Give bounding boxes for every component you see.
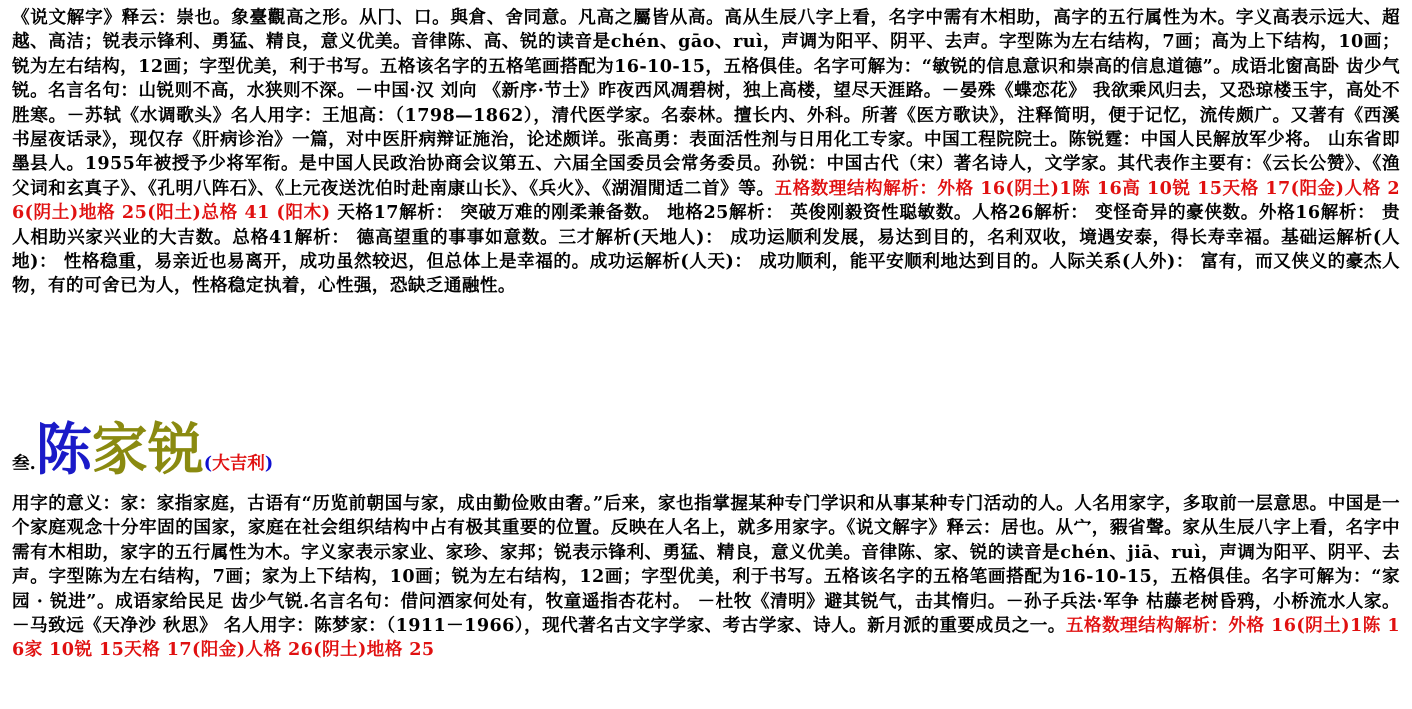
analysis-text: 用字的意义：家：家指家庭，古语有“历览前朝国与家，成由勤俭败由奢。”后来，家也指掌握某种专门学识和从事某种专门活动的人。人名用家字，多取前一层意思。中国是一个家庭观念十分牢固的国家，家庭在社会组织结构中占有极其重要的位置。反映在人名上，就多用家字。《说文解字》释云：居也。从宀，豭省聲。家从生辰八字上看，名字中需有木相助，家字的五行属性为木。字义家表示家业、家珍、家邦；锐表示锋利、勇猛、精良，意义优美。音律陈、家、锐的读音是chén、jiā、ruì，声调为阳平、阴平、去声。字型陈为左右结构，7画；家为上下结构，10画；锐为左右结构，12画；字型优美，利于书写。五格该名字的五格笔画搭配为16-10-15，五格俱佳。名字可解为：“家园 · 锐进”。成语家给民足 齿少气锐.名言名句：借问酒家何处有，牧童遥指杏花村。 －杜牧《清明》避其锐气，击其惰归。－孙子兵法·军争 枯藤老树昏鸦，小桥流水人家。－马致远《天净沙 秋思》 名人用字：陈梦家：（1911－1966），现代著名古文字学家、考古学家、诗人。新月派的重要成员之一。 <box>12 493 1400 637</box>
name-heading <box>12 418 273 482</box>
fortune-badge: (大吉利) <box>203 453 274 474</box>
name-char-surname: 陈 <box>35 417 92 483</box>
name-analysis-paragraph-gao <box>12 6 1400 299</box>
name-analysis-paragraph-jia <box>12 492 1400 663</box>
fortune-text: 大吉利 <box>212 453 265 474</box>
wuge-structure-highlight: 五格数理结构解析：外格 16(阴土)1陈 16高 10锐 15天格 17(阳金)人格 26(阴土)地格 25(阳土)总格 41 (阳木) <box>12 177 1400 224</box>
name-char-last: 锐 <box>147 417 204 483</box>
wuge-structure-highlight: 五格数理结构解析：外格 16(阴土)1陈 16家 10锐 15天格 17(阳金)人格 26(阴土)地格 25 <box>12 615 1400 661</box>
section-ordinal: 叁. <box>12 453 36 474</box>
name-char-middle: 家 <box>91 417 148 483</box>
wuge-interpretation-text: 天格17解析： 突破万难的刚柔兼备数。 地格25解析： 英俊刚毅资性聪敏数。人格26解析： 变怪奇异的豪侠数。外格16解析： 贵人相助兴家兴业的大吉数。总格41解析： 德高望重的事事如意数。三才解析(天地人)： 成功运顺利发展，易达到目的，名利双收，境遇安泰，得长寿幸福。基础运解析(人地)： 性格稳重，易亲近也易离开，成功虽然较迟，但总体上是幸福的。成功运解析(人天)： 成功顺利，能平安顺利地达到目的。人际关系(人外)： 富有，而又侠义的豪杰人物，有的可舍已为人，性格稳定执着，心性强，恐缺乏通融性。 <box>12 202 1400 297</box>
analysis-text: 《说文解字》释云：崇也。象臺觀高之形。从冂、口。與倉、舍同意。凡高之屬皆从高。高从生辰八字上看，名字中需有木相助，高字的五行属性为木。字义高表示远大、超越、高洁；锐表示锋利、勇猛、精良，意义优美。音律陈、高、锐的读音是chén、gāo、ruì，声调为阳平、阴平、去声。字型陈为左右结构，7画；高为上下结构，10画；锐为左右结构，12画；字型优美，利于书写。五格该名字的五格笔画搭配为16-10-15，五格俱佳。名字可解为：“敏锐的信息意识和崇高的信息道德”。成语北窗高卧 齿少气锐。名言名句：山锐则不高，水狭则不深。－中国·汉 刘向 《新序·节士》昨夜西风凋碧树，独上高楼，望尽天涯路。－晏殊《蝶恋花》 我欲乘风归去，又恐琼楼玉宇，高处不胜寒。－苏轼《水调歌头》名人用字：王旭高：（1798—1862），清代医学家。名泰林。擅长内、外科。所著《医方歌诀》，注释简明，便于记忆，流传颇广。又著有《西溪书屋夜话录》，现仅存《肝病诊治》一篇，对中医肝病辩证施治，论述颇详。张高勇：表面活性剂与日用化工专家。中国工程院院士。陈锐霆：中国人民解放军少将。 山东省即墨县人。1955年被授予少将军衔。是中国人民政治协商会议第五、六届全国委员会常务委员。孙锐：中国古代（宋）著名诗人，文学家。其代表作主要有：《云长公赞》、《渔父词和玄真子》、《孔明八阵石》、《上元夜送沈伯时赴南康山长》、《兵火》、《湖湄閒适二首》等。 <box>12 7 1400 199</box>
